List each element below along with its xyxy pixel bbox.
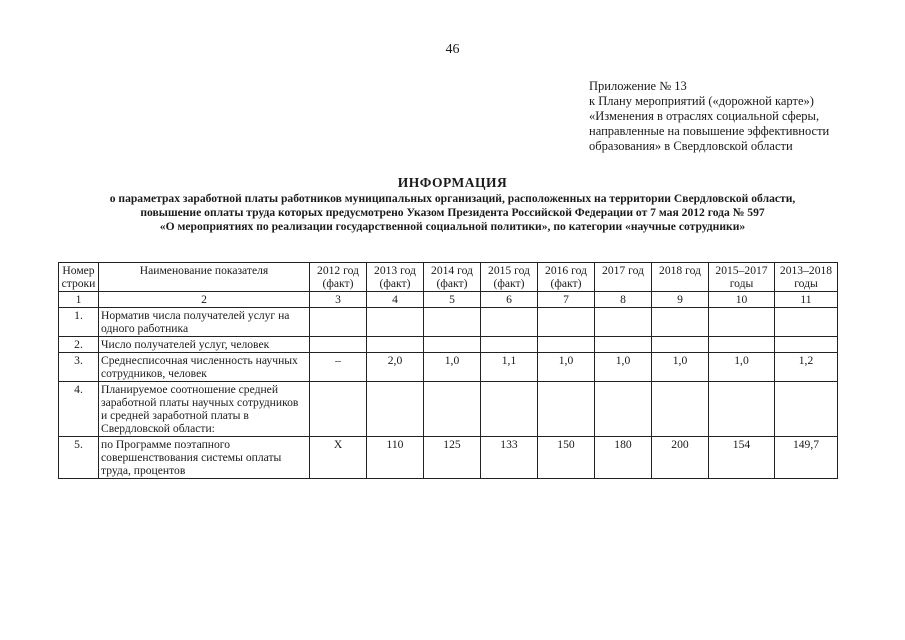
- header-cell: 2015–2017 годы: [709, 263, 775, 292]
- value-cell: [538, 337, 595, 353]
- indicators-table: [58, 262, 838, 479]
- column-number: 9: [652, 292, 709, 308]
- value-cell: [595, 382, 652, 437]
- value-cell: [481, 337, 538, 353]
- indicator-name: Планируемое соотношение средней заработной платы научных сотрудников и средней заработной платы в Свердловской области:: [99, 382, 310, 437]
- appendix-line: направленные на повышение эффективности: [589, 124, 830, 138]
- value-cell: 1,0: [595, 353, 652, 382]
- value-cell: 1,1: [481, 353, 538, 382]
- value-cell: [652, 337, 709, 353]
- column-number: 5: [424, 292, 481, 308]
- value-cell: 1,0: [538, 353, 595, 382]
- header-cell: 2012 год (факт): [310, 263, 367, 292]
- value-cell: 180: [595, 437, 652, 479]
- title-heading: ИНФОРМАЦИЯ: [397, 175, 508, 190]
- column-number: 8: [595, 292, 652, 308]
- title-line: повышение оплаты труда которых предусмотрено Указом Президента Российской Федерации от 7 мая 2012 года № 597: [140, 206, 765, 219]
- header-cell: 2014 год (факт): [424, 263, 481, 292]
- page-number: 46: [445, 42, 460, 57]
- row-number: 2.: [59, 337, 99, 353]
- header-cell: 2015 год (факт): [481, 263, 538, 292]
- row-number: 1.: [59, 308, 99, 337]
- appendix-line: образования» в Свердловской области: [589, 139, 793, 153]
- value-cell: [652, 308, 709, 337]
- value-cell: [367, 337, 424, 353]
- indicator-name: Среднесписочная численность научных сотрудников, человек: [99, 353, 310, 382]
- column-number: 11: [775, 292, 838, 308]
- value-cell: 1,0: [652, 353, 709, 382]
- title-line: о параметрах заработной платы работников муниципальных организаций, расположенных на территории Свердловской области,: [109, 192, 796, 205]
- value-cell: 1,2: [775, 353, 838, 382]
- table-body: [59, 292, 838, 479]
- table-row: [59, 437, 838, 479]
- indicator-name: Норматив числа получателей услуг на одного работника: [99, 308, 310, 337]
- value-cell: [481, 382, 538, 437]
- header-cell: 2013 год (факт): [367, 263, 424, 292]
- value-cell: 200: [652, 437, 709, 479]
- value-cell: 110: [367, 437, 424, 479]
- row-number: 3.: [59, 353, 99, 382]
- appendix-line: к Плану мероприятий («дорожной карте»): [589, 94, 814, 108]
- header-row: [59, 263, 838, 292]
- value-cell: [595, 308, 652, 337]
- header-cell: Наименование показателя: [99, 263, 310, 292]
- value-cell: –: [310, 353, 367, 382]
- value-cell: [481, 308, 538, 337]
- column-number: 6: [481, 292, 538, 308]
- column-number: 7: [538, 292, 595, 308]
- value-cell: [775, 308, 838, 337]
- value-cell: [310, 382, 367, 437]
- value-cell: [310, 308, 367, 337]
- value-cell: [424, 382, 481, 437]
- value-cell: 1,0: [424, 353, 481, 382]
- value-cell: [310, 337, 367, 353]
- header-cell: 2013–2018 годы: [775, 263, 838, 292]
- value-cell: [709, 382, 775, 437]
- value-cell: [367, 382, 424, 437]
- value-cell: [775, 337, 838, 353]
- value-cell: [652, 382, 709, 437]
- column-number: 4: [367, 292, 424, 308]
- value-cell: 133: [481, 437, 538, 479]
- value-cell: 125: [424, 437, 481, 479]
- column-number-row: [59, 292, 838, 308]
- column-number: 2: [99, 292, 310, 308]
- value-cell: [709, 337, 775, 353]
- value-cell: 154: [709, 437, 775, 479]
- appendix-line: «Изменения в отраслях социальной сферы,: [589, 109, 820, 123]
- value-cell: 150: [538, 437, 595, 479]
- value-cell: Х: [310, 437, 367, 479]
- value-cell: 2,0: [367, 353, 424, 382]
- appendix-line: Приложение № 13: [589, 79, 687, 93]
- column-number: 1: [59, 292, 99, 308]
- table-row: [59, 353, 838, 382]
- row-number: 4.: [59, 382, 99, 437]
- value-cell: 1,0: [709, 353, 775, 382]
- value-cell: [424, 337, 481, 353]
- value-cell: [424, 308, 481, 337]
- value-cell: [775, 382, 838, 437]
- header-cell: 2017 год: [595, 263, 652, 292]
- header-cell: Номер строки: [59, 263, 99, 292]
- table-row: [59, 382, 838, 437]
- column-number: 3: [310, 292, 367, 308]
- header-cell: 2016 год (факт): [538, 263, 595, 292]
- header-cell: 2018 год: [652, 263, 709, 292]
- document-title: [0, 175, 905, 234]
- value-cell: [709, 308, 775, 337]
- value-cell: [538, 382, 595, 437]
- value-cell: 149,7: [775, 437, 838, 479]
- value-cell: [538, 308, 595, 337]
- value-cell: [595, 337, 652, 353]
- table-row: [59, 337, 838, 353]
- title-line: «О мероприятиях по реализации государственной социальной политики», по категории «научные сотрудники»: [159, 220, 746, 233]
- indicator-name: Число получателей услуг, человек: [99, 337, 310, 353]
- indicator-name: по Программе поэтапного совершенствования системы оплаты труда, процентов: [99, 437, 310, 479]
- column-number: 10: [709, 292, 775, 308]
- row-number: 5.: [59, 437, 99, 479]
- table-row: [59, 308, 838, 337]
- value-cell: [367, 308, 424, 337]
- appendix-note: [589, 79, 889, 154]
